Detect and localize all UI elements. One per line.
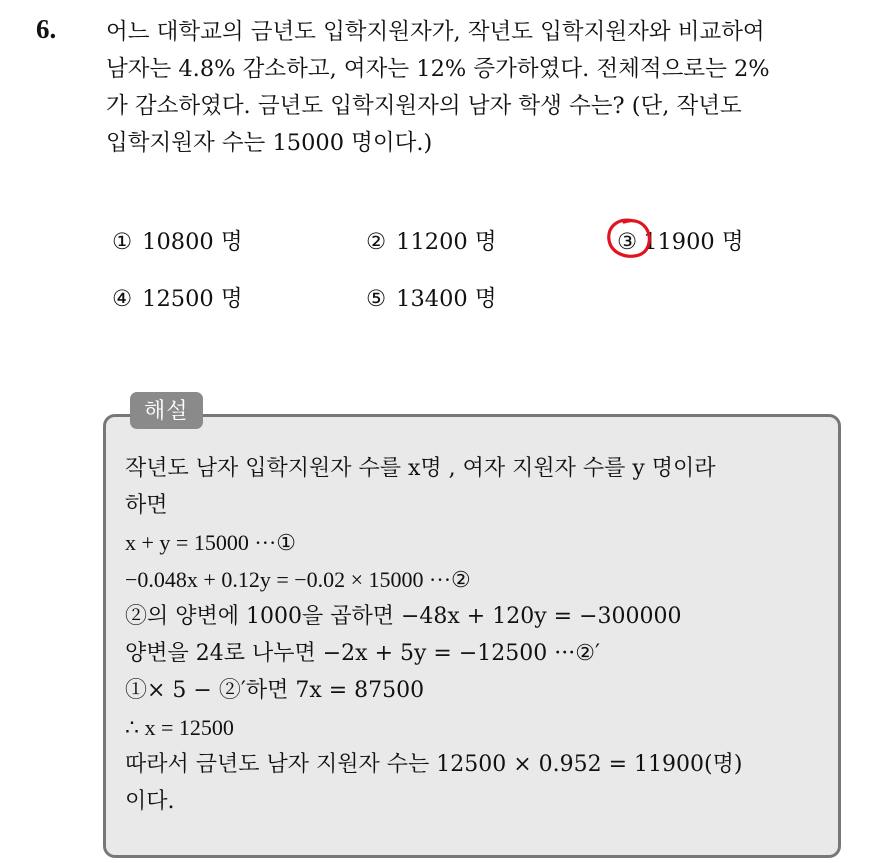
choice-label: 11900 명 bbox=[643, 229, 744, 255]
question-line: 가 감소하였다. 금년도 입학지원자의 남자 학생 수는? (단, 작년도 bbox=[106, 93, 742, 119]
solution-line: ②의 양변에 1000을 곱하면 −48x + 120y = −300000 bbox=[125, 604, 682, 629]
solution-tag: 해설 bbox=[130, 392, 203, 429]
choice-marker: ④ bbox=[112, 286, 133, 312]
question-line: 입학지원자 수는 15000 명이다.) bbox=[106, 130, 433, 156]
choice-4[interactable] bbox=[112, 281, 243, 313]
solution-line: 하면 bbox=[125, 493, 168, 518]
choice-marker: ③ bbox=[617, 229, 638, 255]
choice-marker: ② bbox=[366, 229, 387, 255]
choice-label: 13400 명 bbox=[396, 286, 497, 312]
choice-2[interactable] bbox=[366, 224, 497, 256]
solution-line: −0.048x + 0.12y = −0.02 × 15000 ···② bbox=[125, 567, 471, 592]
solution-line: ①× 5 − ②′하면 7x = 87500 bbox=[125, 678, 425, 703]
solution-line: 따라서 금년도 남자 지원자 수는 12500 × 0.952 = 11900(명) bbox=[125, 752, 743, 777]
choice-5[interactable] bbox=[366, 281, 497, 313]
question-number: 6. bbox=[36, 14, 57, 44]
solution-body bbox=[125, 450, 825, 820]
solution-line: 양변을 24로 나누면 −2x + 5y = −12500 ···②′ bbox=[125, 641, 600, 666]
choice-marker: ① bbox=[112, 229, 133, 255]
question-text bbox=[106, 14, 866, 162]
choice-marker: ⑤ bbox=[366, 286, 387, 312]
answer-circle-mark bbox=[604, 215, 654, 261]
solution-line: 작년도 남자 입학지원자 수를 x명 , 여자 지원자 수를 y 명이라 bbox=[125, 456, 716, 481]
choice-label: 12500 명 bbox=[142, 286, 243, 312]
solution-line: ∴ x = 12500 bbox=[125, 715, 234, 740]
question-line: 어느 대학교의 금년도 입학지원자가, 작년도 입학지원자와 비교하여 bbox=[106, 19, 765, 45]
choice-1[interactable] bbox=[112, 224, 243, 256]
choice-label: 11200 명 bbox=[396, 229, 497, 255]
solution-line: x + y = 15000 ···① bbox=[125, 530, 297, 555]
choice-label: 10800 명 bbox=[142, 229, 243, 255]
solution-line: 이다. bbox=[125, 789, 175, 814]
question-line: 남자는 4.8% 감소하고, 여자는 12% 증가하였다. 전체적으로는 2% bbox=[106, 56, 770, 82]
